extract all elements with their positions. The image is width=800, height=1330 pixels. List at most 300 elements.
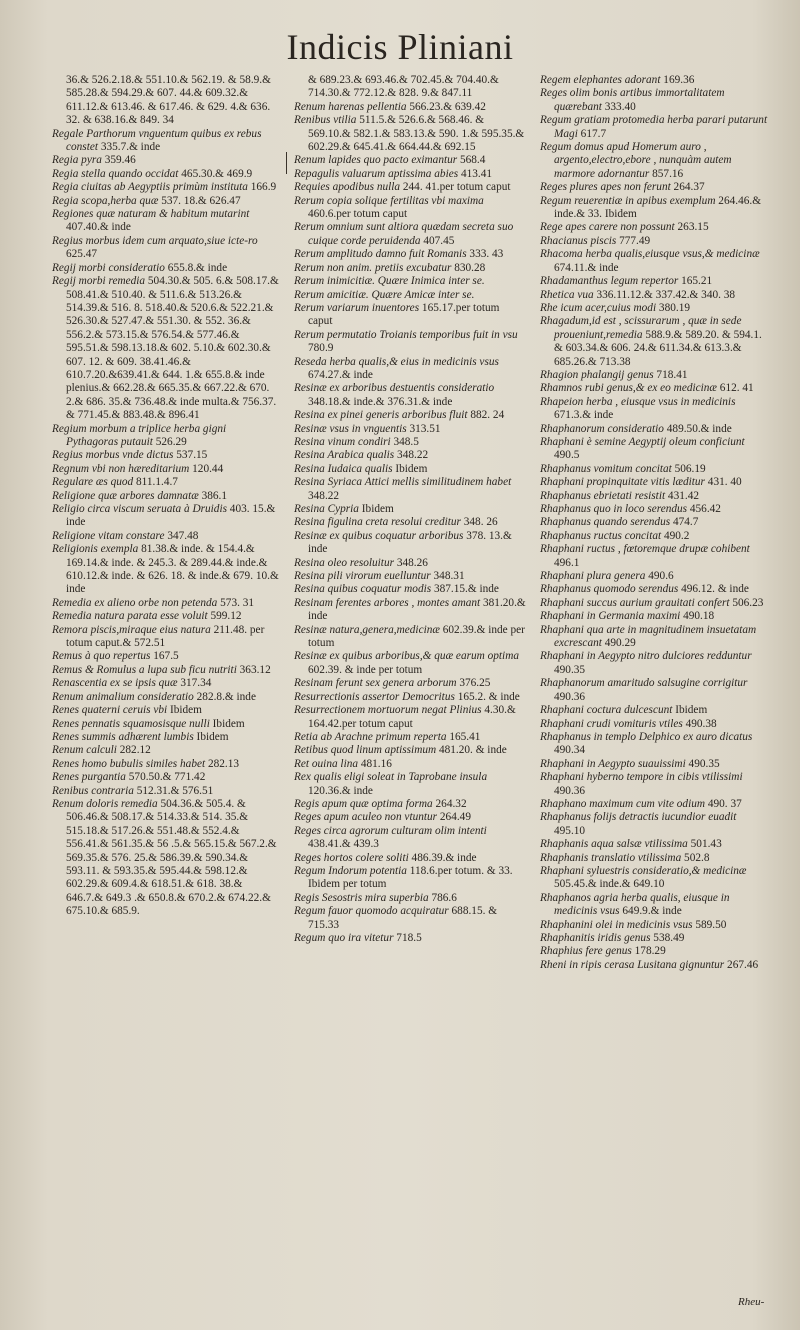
entry-term: Resina Arabica qualis bbox=[294, 449, 395, 462]
entry-reference: 211.48. per totum caput.& 572.51 bbox=[66, 623, 265, 650]
index-entry bbox=[294, 704, 526, 731]
entry-term: Renum harenas pellentia bbox=[294, 100, 407, 113]
index-entry bbox=[294, 583, 526, 596]
index-column-1 bbox=[52, 74, 280, 919]
index-entry bbox=[294, 436, 526, 449]
entry-reference: 777.49 bbox=[616, 234, 651, 247]
entry-term: Regum quo ira vitetur bbox=[294, 932, 394, 944]
entry-term: Rerum permutatio Troianis temporibus fuit in vsu bbox=[294, 328, 518, 341]
entry-reference: 264.37 bbox=[670, 181, 705, 194]
entry-reference: 348. 26 bbox=[460, 516, 498, 529]
index-entry bbox=[294, 691, 526, 704]
index-entry bbox=[294, 865, 526, 892]
index-entry bbox=[540, 959, 770, 972]
entry-reference: 465.30.& 469.9 bbox=[178, 167, 253, 180]
entry-term: Rege apes carere non possunt bbox=[540, 221, 675, 234]
entry-reference: Ibidem bbox=[358, 503, 394, 515]
index-entry bbox=[294, 771, 526, 798]
entry-term: Renum doloris remedia bbox=[52, 797, 158, 810]
index-entry bbox=[540, 315, 770, 369]
entry-reference: 490.6 bbox=[645, 570, 674, 583]
entry-term: Rerum inimicitiæ. Quære Inimica inter se. bbox=[294, 275, 485, 288]
entry-reference: 490.29 bbox=[601, 637, 636, 650]
index-entry bbox=[294, 677, 526, 690]
index-entry bbox=[540, 275, 770, 288]
entry-term: Resinæ ex arboribus destuentis consideratio bbox=[294, 382, 495, 395]
entry-reference: 671.3.& inde bbox=[554, 409, 614, 422]
entry-reference: 438.41.& 439.3 bbox=[308, 838, 379, 851]
index-entry bbox=[294, 101, 526, 114]
entry-term: Rhaphano maximum cum vite odium bbox=[540, 797, 706, 810]
entry-term: Resina ex pinei generis arboribus fluit bbox=[294, 409, 468, 422]
index-entry bbox=[294, 302, 526, 329]
entry-term: Resina vinum condiri bbox=[294, 435, 391, 448]
index-entry bbox=[52, 490, 280, 503]
entry-term: Resinæ ex quibus coquatur arboribus bbox=[294, 529, 464, 542]
entry-term: Rerum variarum inuentores bbox=[294, 301, 420, 314]
index-entry bbox=[540, 74, 770, 87]
entry-term: Rhagion phalangij genus bbox=[540, 368, 654, 381]
entry-reference: 490.18 bbox=[680, 610, 715, 623]
index-entry bbox=[540, 530, 770, 543]
entry-reference: 490.38 bbox=[682, 717, 717, 730]
entry-term: Resina Syriaca Attici mellis similitudinem habet bbox=[294, 476, 512, 489]
index-entry bbox=[540, 811, 770, 838]
entry-term: Resurrectionem mortuorum negat Plinius bbox=[294, 704, 482, 717]
entry-reference: 474.7 bbox=[670, 516, 699, 529]
entry-reference: 460.6.per totum caput bbox=[308, 208, 408, 221]
entry-reference: 655.8.& inde bbox=[164, 261, 228, 274]
index-entry bbox=[540, 932, 770, 945]
entry-term: Reges olim bonis artibus immortalitatem quærebant bbox=[540, 87, 725, 113]
entry-term: Resina figulina creta resolui creditur bbox=[294, 516, 461, 529]
page-title: Indicis Pliniani bbox=[286, 27, 514, 67]
index-entry bbox=[52, 463, 280, 476]
index-entry bbox=[294, 195, 526, 222]
entry-term: Regale Parthorum vnguentum quibus ex rebus constet bbox=[52, 127, 262, 154]
entry-reference: 282.8.& inde bbox=[193, 690, 256, 703]
entry-reference: 538.49 bbox=[650, 932, 685, 944]
entry-term: Resina oleo resoluitur bbox=[294, 556, 394, 569]
entry-term: Religionis exempla bbox=[52, 543, 139, 556]
entry-term: Resina pili virorum euelluntur bbox=[294, 570, 431, 583]
index-entry bbox=[294, 382, 526, 409]
entry-reference: Ibidem bbox=[193, 730, 229, 743]
index-entry bbox=[540, 87, 770, 114]
index-entry bbox=[540, 838, 770, 851]
index-entry bbox=[294, 798, 526, 811]
entry-reference: 496.12. & inde bbox=[678, 583, 749, 596]
index-entry bbox=[540, 463, 770, 476]
entry-reference: 526.29 bbox=[152, 435, 187, 448]
entry-reference: 496.1 bbox=[554, 556, 580, 569]
entry-reference: 118.6.per totum. & 33. Ibidem per totum bbox=[308, 864, 513, 891]
index-column-3 bbox=[540, 74, 770, 972]
entry-term: Religio circa viscum seruata à Druidis bbox=[52, 503, 227, 515]
entry-term: Ret ouina lina bbox=[294, 757, 359, 770]
entry-term: Rhaphanis aqua salsæ vtilissima bbox=[540, 838, 688, 851]
entry-term: Regnum vbi non hæreditarium bbox=[52, 462, 190, 475]
index-entry bbox=[294, 905, 526, 932]
index-entry bbox=[294, 744, 526, 757]
entry-term: Religione vitam constare bbox=[52, 529, 165, 542]
entry-reference: 589.50 bbox=[692, 918, 727, 931]
index-entry bbox=[540, 248, 770, 275]
index-entry bbox=[52, 128, 280, 155]
entry-reference: 165.2. & inde bbox=[454, 690, 520, 703]
index-entry bbox=[294, 932, 526, 945]
index-entry bbox=[540, 503, 770, 516]
entry-term: Reges hortos colere soliti bbox=[294, 851, 409, 864]
entry-term: Rheni in ripis cerasa Lusitana gignuntur bbox=[540, 958, 725, 971]
index-entry bbox=[294, 811, 526, 824]
entry-term: Rhe icum acer,cuius modi bbox=[540, 301, 657, 314]
entry-term: Rhacianus piscis bbox=[540, 234, 617, 247]
entry-reference: 481.16 bbox=[358, 757, 392, 770]
index-entry bbox=[294, 731, 526, 744]
entry-term: Requies apodibus nulla bbox=[294, 181, 401, 194]
index-entry bbox=[52, 704, 280, 717]
index-entry bbox=[294, 289, 526, 302]
index-entry bbox=[294, 852, 526, 865]
entry-reference: 504.30.& 505. 6.& 508.17.& 508.41.& 510.40. & 511.6.& 513.26.& 514.39.& 516. 8. 518.40.& 520.6.& 522.21.& 526.30.& 527.47.& 551.30. & 552. 36.& 556.2.& 573.15.& 576.54.& 577.46.& 595.51.& 598.13.18.& 602. 5.10.& 602.30.& 607. 12. & 609. 38.41.46.& 610.7.20.&639.41.& 644. 1.& 655.8.& inde plenius.& 662.28.& 665.35.& 667.22.& 670. 2.& 686. 35.& 736.48.& inde multa.& 756.37. & 771.45.& 883.48.& 896.41 bbox=[66, 275, 279, 422]
entry-reference: 378. 13.& inde bbox=[308, 529, 512, 556]
index-entry bbox=[52, 731, 280, 744]
index-entry bbox=[540, 624, 770, 651]
index-entry bbox=[52, 168, 280, 181]
entry-reference: 282.13 bbox=[205, 757, 240, 770]
index-entry bbox=[52, 677, 280, 690]
index-entry bbox=[294, 476, 526, 503]
entry-term: Retibus quod linum aptissimum bbox=[294, 744, 437, 757]
entry-reference: 649.9.& inde bbox=[619, 905, 682, 918]
entry-term: Rhadamanthus legum repertor bbox=[540, 275, 679, 288]
entry-reference: & 689.23.& 693.46.& 702.45.& 704.40.& 714.30.& 772.12.& 828. 9.& 847.11 bbox=[308, 74, 499, 100]
entry-reference: 120.36.& inde bbox=[308, 784, 373, 797]
index-column-2 bbox=[294, 74, 526, 945]
index-entry bbox=[540, 731, 770, 758]
entry-term: Resinam ferentes arbores , montes amant bbox=[294, 596, 481, 609]
entry-term: Rhagadum,id est , scissurarum , quæ in sede proueniunt,remedia bbox=[540, 315, 742, 341]
entry-term: Rhaphani in Aegypto nitro dulciores redduntur bbox=[540, 650, 752, 663]
entry-term: Regia stella quando occidat bbox=[52, 167, 179, 180]
index-entry bbox=[52, 208, 280, 235]
index-entry bbox=[540, 597, 770, 610]
index-entry bbox=[52, 423, 280, 450]
entry-term: Regia scopa,herba quæ bbox=[52, 194, 159, 207]
index-entry bbox=[540, 677, 770, 704]
entry-term: Regum Indorum potentia bbox=[294, 864, 407, 877]
index-entry bbox=[52, 275, 280, 422]
index-entry bbox=[294, 221, 526, 248]
index-entry bbox=[294, 154, 526, 167]
entry-reference: 566.23.& 639.42 bbox=[406, 100, 486, 113]
entry-reference: 511.5.& 526.6.& 568.46. & 569.10.& 582.1.& 583.13.& 590. 1.& 595.35.& 602.29.& 645.41.& 664.44.& 692.15 bbox=[308, 114, 525, 154]
entry-term: Renes quaterni ceruis vbi bbox=[52, 704, 168, 717]
entry-reference: 490.36 bbox=[554, 784, 586, 797]
entry-term: Rhaphani ructus , fœtoremque drupæ cohibent bbox=[540, 543, 750, 556]
entry-term: Rhaphanorum amaritudo salsugine corrigitur bbox=[540, 677, 748, 690]
entry-reference: 431. 40 bbox=[704, 476, 742, 489]
entry-reference: 36.& 526.2.18.& 551.10.& 562.19. & 58.9.& 585.28.& 594.29.& 607. 44.& 609.32.& 611.12.& 613.46. & 617.46. & 629. 4.& 636. 32. & 638.16.& 849. 34 bbox=[66, 74, 271, 127]
index-entry bbox=[294, 530, 526, 557]
index-entry bbox=[294, 168, 526, 181]
index-entry bbox=[540, 181, 770, 194]
entry-term: Rhaphani syluestris consideratio,& medicinæ bbox=[540, 864, 747, 877]
index-entry bbox=[294, 409, 526, 422]
entry-term: Regis apum quæ optima forma bbox=[294, 797, 433, 810]
entry-reference: 674.11.& inde bbox=[554, 261, 619, 274]
index-entry bbox=[540, 718, 770, 731]
entry-reference: 599.12 bbox=[207, 610, 242, 623]
index-entry bbox=[52, 691, 280, 704]
index-entry bbox=[540, 436, 770, 463]
index-entry bbox=[540, 892, 770, 919]
entry-term: Rhaphani propinquitate vitis læditur bbox=[540, 476, 705, 489]
entry-reference: 165.41 bbox=[446, 730, 481, 743]
entry-term: Rhaphani plura genera bbox=[540, 570, 646, 583]
entry-reference: Ibidem bbox=[672, 704, 708, 717]
entry-reference: 169.36 bbox=[660, 74, 695, 86]
entry-reference: 81.38.& inde. & 154.4.& 169.14.& inde. & 245.3. & 289.44.& inde.& 610.12.& inde. & 626. 18. & inde.& 679. 10.& inde bbox=[66, 543, 279, 596]
index-entry bbox=[540, 758, 770, 771]
entry-reference: 387.15.& inde bbox=[431, 583, 499, 596]
entry-reference: 359.46 bbox=[101, 154, 136, 167]
entry-reference: 165.21 bbox=[678, 275, 713, 288]
entry-reference: 505.45.& inde.& 649.10 bbox=[554, 878, 665, 891]
margin-mark bbox=[286, 152, 287, 174]
entry-reference: 165.17.per totum caput bbox=[308, 301, 500, 328]
entry-term: Regia pyra bbox=[52, 154, 102, 167]
index-entry bbox=[52, 785, 280, 798]
index-entry bbox=[294, 758, 526, 771]
entry-reference: 502.8 bbox=[681, 851, 710, 864]
catchword: Rheu- bbox=[738, 1296, 765, 1308]
entry-reference: 625.47 bbox=[66, 248, 98, 261]
index-entry bbox=[540, 423, 770, 436]
index-entry bbox=[52, 771, 280, 784]
index-entry bbox=[294, 516, 526, 529]
entry-reference: Ibidem bbox=[167, 704, 202, 717]
entry-reference: 602.39.& inde per totum bbox=[308, 623, 525, 650]
entry-reference: 486.39.& inde bbox=[408, 851, 477, 864]
entry-term: Rhaphanus quando serendus bbox=[540, 516, 671, 529]
index-entry bbox=[52, 503, 280, 530]
index-entry bbox=[52, 181, 280, 194]
entry-term: Rhaphani in Aegypto suauissimi bbox=[540, 757, 686, 770]
entry-reference: 882. 24 bbox=[467, 409, 505, 422]
index-entry bbox=[294, 503, 526, 516]
entry-reference: 120.44 bbox=[189, 462, 224, 475]
entry-reference: 348.31 bbox=[430, 570, 465, 583]
entry-reference: 612. 41 bbox=[716, 382, 754, 395]
entry-term: Regulare æs quod bbox=[52, 476, 134, 489]
index-entry bbox=[52, 476, 280, 489]
entry-term: Rhaphani qua arte in magnitudinem insuetatam excrescant bbox=[540, 623, 757, 650]
index-entry bbox=[540, 289, 770, 302]
entry-reference: 456.42 bbox=[687, 503, 721, 515]
entry-term: Rhacoma herba qualis,eiusque vsus,& medicinæ bbox=[540, 248, 760, 261]
entry-reference: 348.22 bbox=[394, 449, 429, 462]
index-entry bbox=[52, 744, 280, 757]
index-entry bbox=[294, 248, 526, 261]
entry-term: Renum lapides quo pacto eximantur bbox=[294, 154, 458, 167]
entry-term: Resinæ ex quibus arboribus,& quæ earum optima bbox=[294, 650, 519, 663]
index-entry bbox=[52, 650, 280, 663]
entry-term: Renibus contraria bbox=[52, 784, 134, 797]
index-entry bbox=[540, 583, 770, 596]
entry-reference: 490.34 bbox=[554, 744, 586, 757]
index-entry bbox=[294, 181, 526, 194]
index-entry bbox=[52, 597, 280, 610]
index-entry bbox=[294, 650, 526, 677]
index-entry bbox=[52, 530, 280, 543]
entry-reference: 490.35 bbox=[554, 663, 586, 676]
index-entry bbox=[294, 449, 526, 462]
entry-reference: 407.45 bbox=[420, 234, 455, 247]
entry-reference: 431.42 bbox=[665, 489, 699, 502]
index-entry bbox=[540, 302, 770, 315]
entry-reference: 403. 15.& inde bbox=[66, 503, 276, 529]
entry-reference: 407.40.& inde bbox=[66, 221, 131, 234]
entry-term: Rhaphani è semine Aegyptij oleum conficiunt bbox=[540, 435, 745, 448]
index-entry bbox=[540, 570, 770, 583]
entry-term: Rhamnos rubi genus,& ex eo medicinæ bbox=[540, 382, 717, 395]
entry-term: Regium morbum a triplice herba gigni Pythagoras putauit bbox=[52, 422, 227, 448]
index-entry bbox=[540, 114, 770, 141]
index-entry bbox=[294, 463, 526, 476]
index-entry bbox=[540, 141, 770, 181]
entry-reference: 506.19 bbox=[671, 462, 706, 475]
entry-term: Rerum amplitudo damno fuit Romanis bbox=[294, 248, 467, 261]
entry-reference: 166.9 bbox=[247, 181, 277, 194]
index-entry bbox=[540, 771, 770, 798]
entry-reference: 506.23 bbox=[729, 596, 764, 609]
entry-reference: 490. 37 bbox=[705, 797, 742, 810]
entry-term: Rhaphanus vomitum concitat bbox=[540, 462, 672, 475]
entry-reference: 573. 31 bbox=[217, 596, 255, 609]
entry-term: Regis Sesostris mira superbia bbox=[294, 891, 429, 904]
entry-term: Renum calculi bbox=[52, 744, 117, 757]
entry-term: Rhaphanitis iridis genus bbox=[540, 932, 651, 944]
index-entry bbox=[540, 235, 770, 248]
entry-term: Rerum amicitiæ. Quære Amicæ inter se. bbox=[294, 288, 475, 301]
index-entry bbox=[294, 892, 526, 905]
entry-term: Rhaphanus in templo Delphico ex auro dicatus bbox=[540, 730, 753, 743]
index-entry bbox=[52, 610, 280, 623]
entry-reference: 348.5 bbox=[390, 435, 419, 448]
index-entry bbox=[52, 195, 280, 208]
index-entry bbox=[52, 664, 280, 677]
entry-reference: 495.10 bbox=[554, 824, 586, 837]
entry-reference: 347.48 bbox=[164, 529, 199, 542]
entry-reference: 780.9 bbox=[308, 342, 334, 355]
entry-reference: 718.5 bbox=[393, 932, 422, 944]
entry-term: Regum gratiam protomedia herba parari putarunt Magi bbox=[540, 114, 768, 140]
entry-reference: 490.36 bbox=[554, 690, 586, 703]
entry-term: Reseda herba qualis,& eius in medicinis vsus bbox=[294, 355, 499, 368]
entry-term: Renibus vtilia bbox=[294, 114, 357, 127]
entry-term: Remedia ex alieno orbe non petenda bbox=[52, 596, 218, 609]
entry-reference: 786.6 bbox=[428, 891, 457, 904]
index-entry bbox=[540, 476, 770, 489]
index-entry bbox=[52, 798, 280, 919]
entry-term: Rhaphanorum consideratio bbox=[540, 422, 664, 435]
index-entry bbox=[540, 610, 770, 623]
entry-reference: 363.12 bbox=[236, 663, 271, 676]
index-entry bbox=[52, 624, 280, 651]
entry-term: Regius morbus vnde dictus bbox=[52, 449, 174, 462]
index-entry bbox=[294, 597, 526, 624]
entry-term: Rhaphanini olei in medicinis vsus bbox=[540, 918, 693, 931]
entry-term: Regum domus apud Homerum auro , argento,electro,ebore , nunquàm autem marmore adornantur bbox=[540, 141, 732, 180]
entry-term: Rhapeion herba , eiusque vsus in medicinis bbox=[540, 395, 736, 408]
entry-term: Rhaphani crudi vomituris vtiles bbox=[540, 717, 683, 730]
index-entry bbox=[52, 758, 280, 771]
entry-term: Remus à quo repertus bbox=[52, 650, 151, 663]
index-entry bbox=[294, 825, 526, 852]
entry-term: Regij morbi consideratio bbox=[52, 261, 165, 274]
index-entry bbox=[52, 543, 280, 597]
index-entry bbox=[540, 396, 770, 423]
entry-reference: 178.29 bbox=[631, 945, 666, 958]
index-entry bbox=[52, 262, 280, 275]
entry-term: Rex qualis eligi soleat in Taprobane insula bbox=[294, 771, 488, 784]
entry-term: Resinæ natura,genera,medicinæ bbox=[294, 623, 440, 636]
entry-reference: 267.46 bbox=[724, 958, 759, 971]
entry-term: Rhaphius fere genus bbox=[540, 945, 632, 958]
entry-term: Rhaphani in Germania maximi bbox=[540, 610, 681, 623]
entry-term: Regius morbus idem cum arquato,siue icte-ro bbox=[52, 234, 258, 247]
entry-term: Resina Cypria bbox=[294, 503, 359, 515]
entry-term: Rerum omnium sunt altiora quædam secreta suo cuique corde peruidenda bbox=[294, 221, 514, 247]
entry-reference: 504.36.& 505.4. & 506.46.& 508.17.& 514.33.& 514. 35.& 515.18.& 517.26.& 551.48.& 552.4.& 556.41.& 561.35.& 56 .5.& 565.15.& 567.2.& 569.35.& 576. 25.& 586.39.& 590.34.& 593.11. & 593.35.& 595.44.& 598.12.& 602.29.& 609.4.& 618.51.& 618. 38.& 646.7.& 649.3 .& 650.8.& 670.2.& 674.22.& 675.10.& 685.9. bbox=[66, 797, 277, 918]
entry-term: Renes homo bubulis similes habet bbox=[52, 757, 206, 770]
index-entry bbox=[294, 570, 526, 583]
entry-term: Reges apum aculeo non vtuntur bbox=[294, 811, 438, 824]
index-entry bbox=[294, 262, 526, 275]
entry-term: Rhaphanus folijs detractis iucundior euadit bbox=[540, 811, 737, 824]
entry-reference: 244. 41.per totum caput bbox=[400, 181, 511, 194]
entry-term: Resina Iudaica qualis bbox=[294, 462, 393, 475]
entry-reference: 380.19 bbox=[656, 301, 690, 314]
index-entry bbox=[540, 543, 770, 570]
index-entry bbox=[540, 195, 770, 222]
entry-term: Rhaphanus ebrietati resistit bbox=[540, 489, 666, 502]
entry-term: Remedia natura parata esse voluit bbox=[52, 610, 208, 623]
entry-term: Renum animalium consideratio bbox=[52, 690, 194, 703]
index-entry bbox=[540, 919, 770, 932]
entry-term: Regij morbi remedia bbox=[52, 275, 146, 288]
entry-reference: 811.1.4.7 bbox=[133, 476, 178, 489]
index-entry bbox=[294, 275, 526, 288]
entry-reference: 568.4 bbox=[457, 154, 486, 167]
entry-reference: 490.5 bbox=[554, 449, 580, 462]
entry-term: Rhaphanos agria herba qualis, eiusque in medicinis vsus bbox=[540, 891, 730, 918]
entry-term: Rhaphanus ructus concitat bbox=[540, 529, 662, 542]
entry-reference: 481.20. & inde bbox=[436, 744, 507, 757]
entry-reference: 718.41 bbox=[653, 368, 688, 381]
entry-reference: 857.16 bbox=[649, 167, 684, 180]
entry-term: Rhaphanus quo in loco serendus bbox=[540, 503, 688, 515]
entry-reference: 348.18.& inde.& 376.31.& inde bbox=[308, 395, 453, 408]
entry-reference: Ibidem bbox=[209, 717, 245, 730]
entry-reference: 386.1 bbox=[198, 489, 227, 502]
entry-reference: 602.39. & inde per totum bbox=[308, 663, 423, 676]
entry-term: Remora piscis,miraque eius natura bbox=[52, 623, 211, 636]
index-entry bbox=[540, 369, 770, 382]
entry-term: Regia ciuitas ab Aegyptiis primùm instituta bbox=[52, 181, 248, 194]
